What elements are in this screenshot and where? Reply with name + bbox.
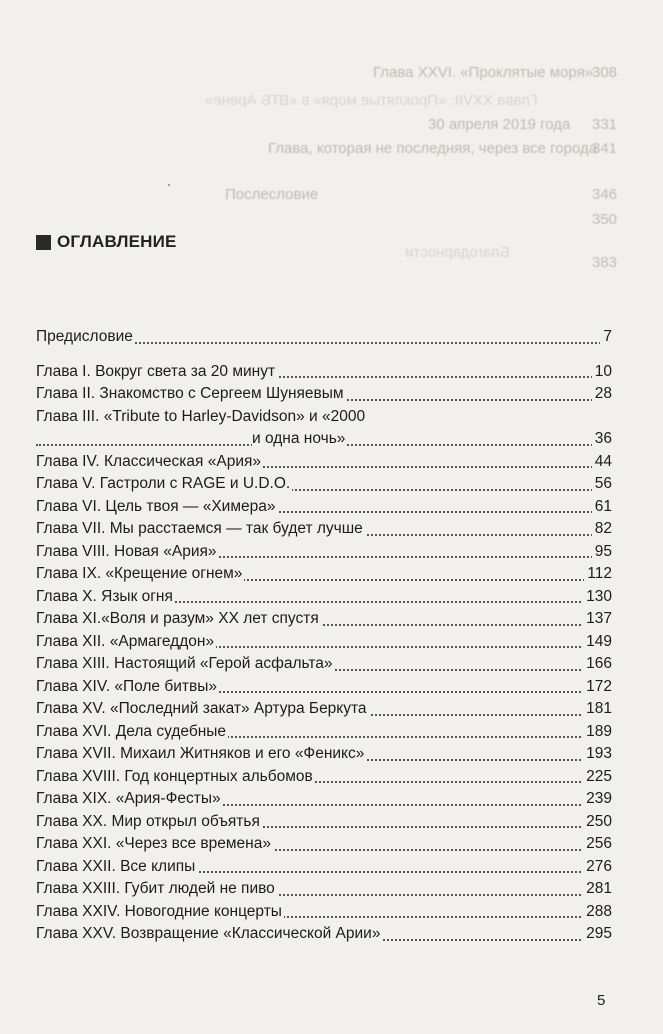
toc-entry-page: 112 xyxy=(584,563,612,586)
toc-entry-page: 239 xyxy=(583,788,612,811)
toc-entry-title: Глава XXIV. Новогодние концерты xyxy=(36,901,284,924)
toc-entry xyxy=(36,563,612,586)
toc-entry-title: Глава XXII. Все клипы xyxy=(36,856,197,879)
toc-entry-page: 82 xyxy=(592,518,612,541)
toc-entry-page: 281 xyxy=(583,878,612,901)
toc-entry-page: 166 xyxy=(583,653,612,676)
toc-entry-title: Глава I. Вокруг света за 20 минут xyxy=(36,361,277,384)
toc-entry xyxy=(36,496,612,519)
toc-entry-title: Глава XX. Мир открыл объятья xyxy=(36,811,262,834)
toc-entry xyxy=(36,811,612,834)
toc-entry xyxy=(36,923,612,946)
bleed-line: Глава, которая не последняя, через все города xyxy=(268,140,598,157)
toc-entry-title: Глава VIII. Новая «Ария» xyxy=(36,541,219,564)
toc-entry xyxy=(36,406,612,429)
toc-spacer xyxy=(36,349,612,361)
toc-entry-page: 172 xyxy=(583,676,612,699)
toc-entry-title: Глава XI.«Воля и разум» XX лет спустя xyxy=(36,608,321,631)
bleed-line: 30 апреля 2019 года xyxy=(428,116,571,133)
toc-entry-title: Глава VI. Цель твоя — «Химера» xyxy=(36,496,277,519)
toc-entry-title: Глава XXI. «Через все времена» xyxy=(36,833,273,856)
toc-entry-page: 256 xyxy=(583,833,612,856)
toc-entry xyxy=(36,788,612,811)
section-heading xyxy=(36,232,177,252)
bleed-line: 331 xyxy=(592,116,618,133)
toc-entry-page: 36 xyxy=(592,428,612,451)
toc-entry-page: 44 xyxy=(592,451,612,474)
toc-entry-title: Глава XIV. «Поле битвы» xyxy=(36,676,219,699)
toc-entry xyxy=(36,383,612,406)
toc-entry xyxy=(36,473,612,496)
page-number: 5 xyxy=(597,992,606,1009)
toc-entry xyxy=(36,878,612,901)
toc-entry xyxy=(36,901,612,924)
toc-entry xyxy=(36,361,612,384)
toc-entry xyxy=(36,698,612,721)
bleed-line: Послесловие xyxy=(225,186,319,203)
toc-entry-title: Глава XVIII. Год концертных альбомов xyxy=(36,766,315,789)
toc-entry xyxy=(36,451,612,474)
toc-entry xyxy=(36,608,612,631)
bleed-line: 346 xyxy=(592,186,618,203)
toc-entry xyxy=(36,653,612,676)
toc-entry xyxy=(36,766,612,789)
toc-entry-page: 189 xyxy=(583,721,612,744)
toc-entry-title: Предисловие xyxy=(36,326,135,349)
toc-entry xyxy=(36,721,612,744)
toc-entry-title: и одна ночь» xyxy=(252,428,347,451)
bleed-line: 350 xyxy=(592,211,618,228)
toc-entry-title: Глава XIX. «Ария-Фесты» xyxy=(36,788,223,811)
toc-entry-page: 295 xyxy=(583,923,612,946)
toc-entry xyxy=(36,541,612,564)
toc-entry xyxy=(36,428,612,451)
toc-entry-page: 181 xyxy=(583,698,612,721)
toc-entry xyxy=(36,676,612,699)
toc-entry-title: Глава X. Язык огня xyxy=(36,586,175,609)
toc-entry-title: Глава VII. Мы расстаемся — так будет лучше xyxy=(36,518,365,541)
toc-entry-page: 225 xyxy=(583,766,612,789)
toc-entry-title: Глава XV. «Последний закат» Артура Беркута xyxy=(36,698,369,721)
bleed-line: 308 xyxy=(592,64,618,81)
toc-entry-title: Глава XVI. Дела судебные xyxy=(36,721,228,744)
toc-entry-title: Глава IV. Классическая «Ария» xyxy=(36,451,263,474)
toc-entry-page: 137 xyxy=(583,608,612,631)
toc-entry xyxy=(36,743,612,766)
toc-entry-page: 61 xyxy=(592,496,612,519)
toc-entry-page: 56 xyxy=(592,473,612,496)
bleed-line: 341 xyxy=(592,140,618,157)
toc-entry-page: 95 xyxy=(592,541,612,564)
toc-entry xyxy=(36,326,612,349)
toc-entry-page: 10 xyxy=(592,361,612,384)
toc-entry xyxy=(36,833,612,856)
toc-entry-page: 288 xyxy=(583,901,612,924)
bleed-line: Глава XXVII. «Проклятые моря» в «ВТБ Арене» xyxy=(205,92,538,109)
bleed-line: 383 xyxy=(592,254,618,271)
bleed-line: Глава XXVI. «Проклятые моря» xyxy=(373,64,594,81)
toc-entry-title: Глава XXV. Возвращение «Классической Арии» xyxy=(36,923,382,946)
table-of-contents xyxy=(36,326,612,946)
toc-entry xyxy=(36,856,612,879)
toc-entry-title: Глава II. Знакомство с Сергеем Шуняевым xyxy=(36,383,346,406)
show-through-text xyxy=(0,0,663,300)
square-bullet-icon xyxy=(36,235,51,250)
toc-entry-title: Глава IX. «Крещение огнем» xyxy=(36,563,244,586)
bleed-line: Благодарности xyxy=(405,244,510,261)
paper-speck xyxy=(168,184,170,186)
toc-entry-title: Глава V. Гастроли с RAGE и U.D.O. xyxy=(36,473,292,496)
toc-entry-page: 130 xyxy=(583,586,612,609)
toc-entry-page: 7 xyxy=(600,326,612,349)
toc-entry xyxy=(36,631,612,654)
toc-entry-page: 250 xyxy=(583,811,612,834)
toc-entry-title: Глава XIII. Настоящий «Герой асфальта» xyxy=(36,653,335,676)
toc-entry-title: Глава XVII. Михаил Житняков и его «Феникс» xyxy=(36,743,366,766)
toc-entry-title: Глава XXIII. Губит людей не пиво xyxy=(36,878,277,901)
toc-entry-page: 28 xyxy=(592,383,612,406)
toc-entry-title: Глава III. «Tribute to Harley-Davidson» и «2000 xyxy=(36,406,367,429)
toc-entry-title: Глава XII. «Армагеддон» xyxy=(36,631,216,654)
section-title: ОГЛАВЛЕНИЕ xyxy=(57,232,177,251)
toc-entry-page: 276 xyxy=(583,856,612,879)
toc-entry-page: 149 xyxy=(583,631,612,654)
toc-entry xyxy=(36,586,612,609)
toc-entry xyxy=(36,518,612,541)
toc-entry-page: 193 xyxy=(583,743,612,766)
